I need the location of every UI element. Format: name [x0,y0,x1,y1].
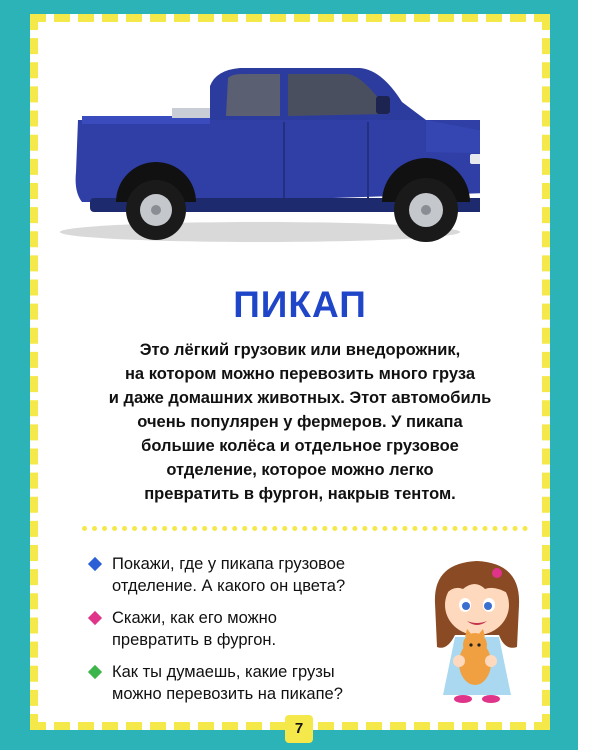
girl-with-cat-image [425,555,530,705]
question-item [88,553,418,597]
description-line: большие колёса и отдельное грузовое [141,437,459,455]
question-line: превратить в фургон. [112,631,277,649]
page-edge [578,0,600,750]
question-item [88,661,418,705]
description-line: на котором можно перевозить много груза [124,365,476,383]
question-item [88,607,418,651]
question-line: Как ты думаешь, какие грузы [112,663,335,681]
description-line: отделение, которое можно легко [166,461,434,479]
description-text [70,338,530,506]
description-line: превратить в фургон, накрыв тентом. [144,485,456,503]
question-line: Скажи, как его можно [112,609,277,627]
pickup-truck-image [30,42,480,252]
description-line: очень популярен у фермеров. У пикапа [137,413,463,431]
page-number: 7 [285,715,313,743]
description-line: и даже домашних животных. Этот автомобиль [108,389,492,407]
pink-diamond-icon [88,611,102,625]
page-title: ПИКАП [233,284,367,325]
green-diamond-icon [88,665,102,679]
question-line: отделение. А какого он цвета? [112,577,346,595]
blue-diamond-icon [88,557,102,571]
dotted-divider [82,526,528,531]
question-list [88,553,418,715]
question-line: Покажи, где у пикапа грузовое [112,555,346,573]
description-line: Это лёгкий грузовик или внедорожник, [139,341,461,359]
question-line: можно перевозить на пикапе? [112,685,343,703]
